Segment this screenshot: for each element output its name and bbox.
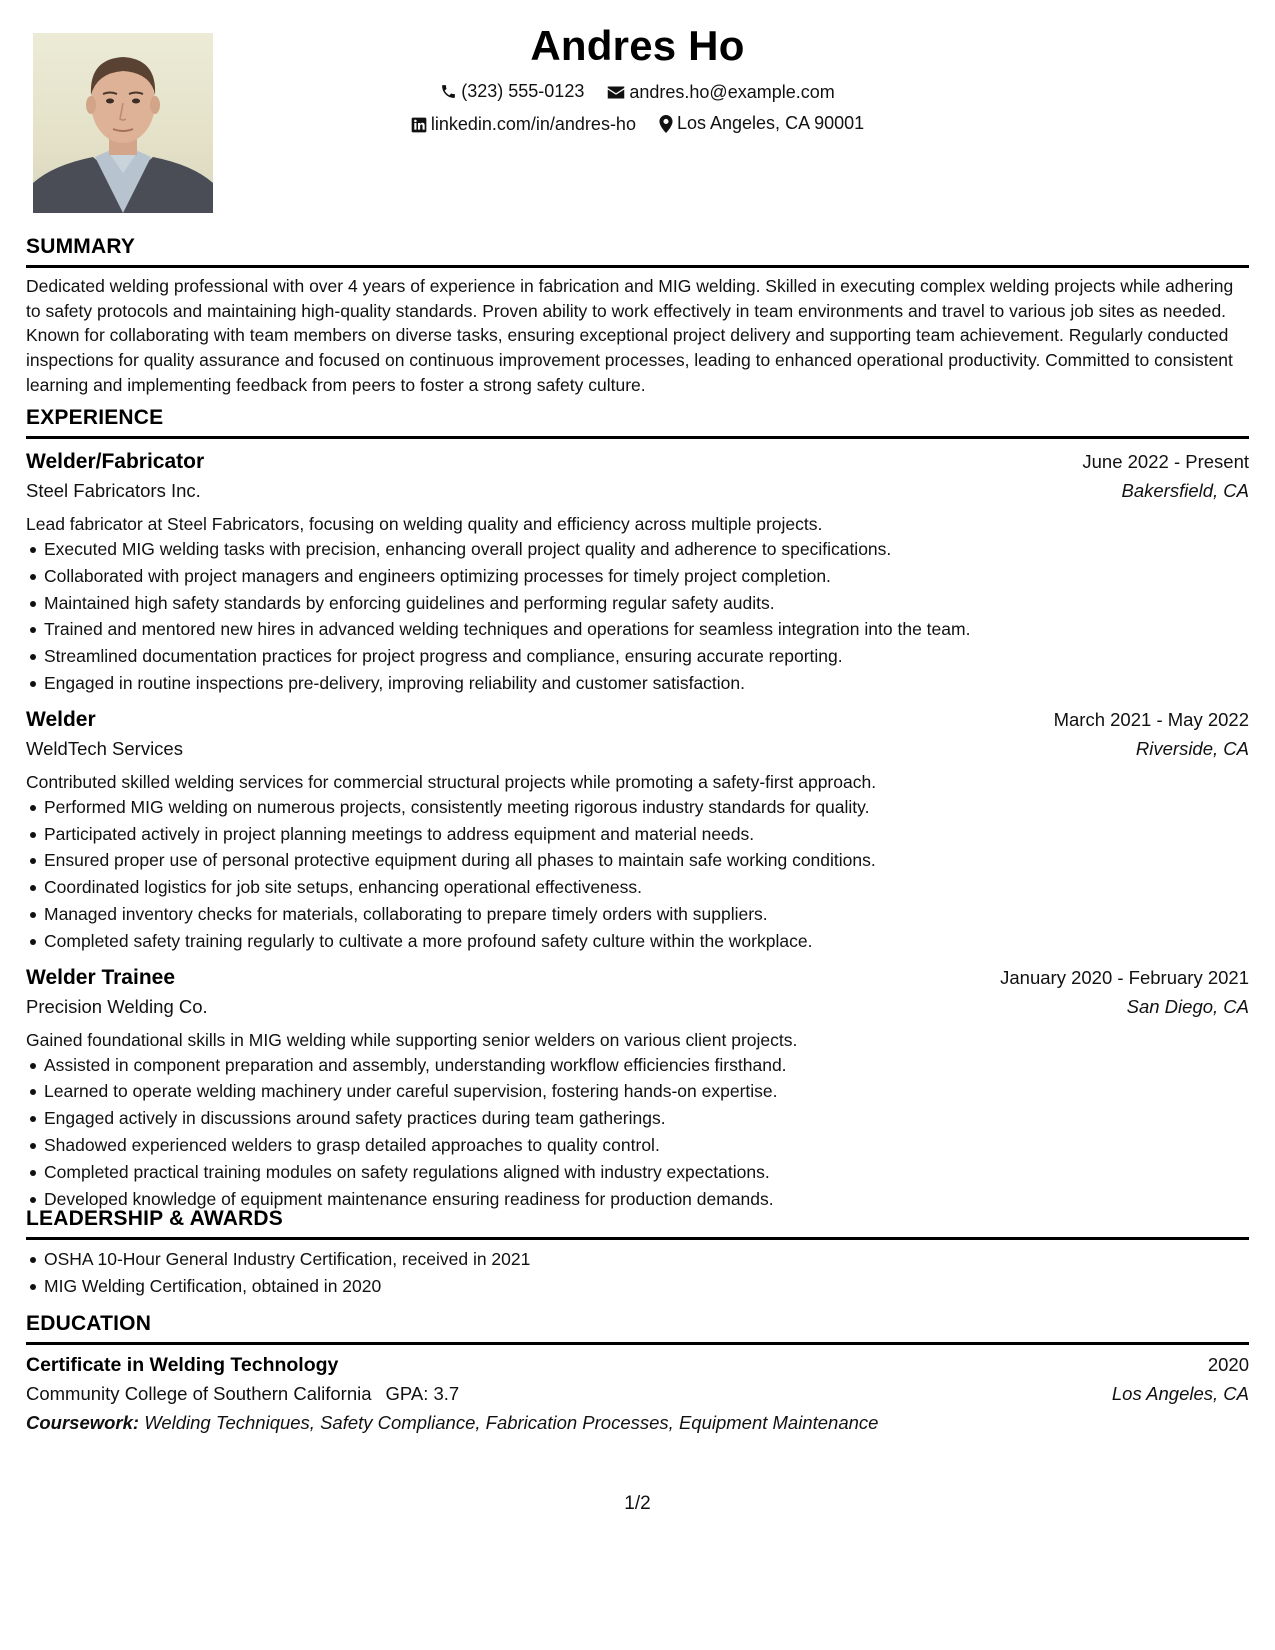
list-item: Coordinated logistics for job site setups, enhancing operational effectiveness.	[44, 874, 1249, 901]
experience-section	[26, 405, 1249, 1212]
list-item: Streamlined documentation practices for project progress and compliance, ensuring accurate reporting.	[44, 643, 1249, 670]
job-description: Contributed skilled welding services for commercial structural projects while promoting a safety-first approach.	[26, 771, 877, 792]
education-location: Los Angeles, CA	[1111, 1383, 1249, 1404]
education-heading: EDUCATION	[26, 1311, 1249, 1345]
contact-line-2	[0, 113, 1275, 138]
page-number: 1/2	[624, 1493, 651, 1514]
education-school: Community College of Southern California	[26, 1383, 372, 1404]
map-pin-icon	[659, 115, 673, 133]
coursework-text: Welding Techniques, Safety Compliance, Fabrication Processes, Equipment Maintenance	[144, 1412, 879, 1433]
job-dates: June 2022 - Present	[1082, 451, 1249, 472]
coursework-line	[26, 1409, 1249, 1437]
list-item: Executed MIG welding tasks with precision, enhancing overall project quality and adherence to specifications.	[44, 536, 1249, 563]
list-item: Completed safety training regularly to cultivate a more profound safety culture within the workplace.	[44, 928, 1249, 955]
job-entry	[26, 964, 1249, 1213]
job-title: Welder	[26, 707, 96, 731]
job-company: WeldTech Services	[26, 737, 183, 759]
job-bullets	[26, 536, 1249, 697]
job-location: Bakersfield, CA	[1121, 480, 1249, 501]
job-entry	[26, 448, 1249, 697]
linkedin-contact[interactable]	[411, 114, 636, 135]
email-text: andres.ho@example.com	[629, 82, 835, 102]
contact-line-1	[0, 81, 1275, 105]
coursework-label: Coursework:	[26, 1412, 140, 1433]
job-dates: March 2021 - May 2022	[1053, 708, 1249, 730]
awards-list	[26, 1246, 1249, 1300]
phone-text: (323) 555-0123	[461, 81, 585, 101]
job-entry	[26, 706, 1249, 955]
candidate-name: Andres Ho	[530, 22, 745, 69]
linkedin-text: linkedin.com/in/andres-ho	[430, 114, 636, 134]
job-title: Welder/Fabricator	[26, 450, 205, 473]
job-description: Lead fabricator at Steel Fabricators, focusing on welding quality and efficiency across multiple projects.	[26, 514, 823, 534]
email-contact[interactable]	[607, 82, 834, 103]
education-school-line	[26, 1379, 459, 1409]
education-gpa: GPA: 3.7	[385, 1383, 460, 1404]
list-item: Engaged actively in discussions around safety practices during team gatherings.	[44, 1105, 1249, 1132]
list-item: Developed knowledge of equipment maintenance ensuring readiness for production demands.	[44, 1186, 1249, 1213]
summary-heading: SUMMARY	[26, 234, 1249, 268]
list-item: Collaborated with project managers and engineers optimizing processes for timely project completion.	[44, 563, 1249, 590]
list-item: Learned to operate welding machinery under careful supervision, fostering hands-on expertise.	[44, 1078, 1249, 1105]
location-contact	[659, 113, 864, 134]
job-company: Precision Welding Co.	[26, 995, 208, 1017]
summary-text: Dedicated welding professional with over 4 years of experience in fabrication and MIG welding. Skilled in executing complex welding projects while adhering to safety protocols and maintaining high-quality standards. Proven ability to work effectively in team environments and travel to various job sites as needed. Known for collaborating with team members on diverse tasks, ensuring exceptional project delivery and supporting team achievement. Regularly conducted inspections for quality assurance and focused on continuous improvement processes, leading to enhanced operational productivity. Committed to consistent learning and implementing feedback from peers to foster a strong safety culture.	[26, 276, 1234, 395]
list-item: Completed practical training modules on safety regulations aligned with industry expectations.	[44, 1159, 1249, 1186]
list-item: Engaged in routine inspections pre-delivery, improving reliability and customer satisfaction.	[44, 670, 1249, 697]
awards-heading: LEADERSHIP & AWARDS	[26, 1206, 1249, 1240]
list-item: Performed MIG welding on numerous projects, consistently meeting rigorous industry standards for quality.	[44, 794, 1249, 821]
phone-contact[interactable]	[440, 81, 584, 102]
list-item: OSHA 10-Hour General Industry Certification, received in 2021	[44, 1246, 1249, 1273]
job-bullets	[26, 1052, 1249, 1213]
list-item: Shadowed experienced welders to grasp detailed approaches to quality control.	[44, 1132, 1249, 1159]
education-section	[26, 1311, 1249, 1437]
list-item: Assisted in component preparation and assembly, understanding workflow efficiencies firsthand.	[44, 1052, 1249, 1079]
location-text: Los Angeles, CA 90001	[676, 113, 865, 133]
list-item: MIG Welding Certification, obtained in 2020	[44, 1273, 1249, 1300]
summary-section	[26, 234, 1249, 398]
list-item: Trained and mentored new hires in advanced welding techniques and operations for seamless integration into the team.	[44, 616, 1249, 643]
awards-section	[26, 1206, 1249, 1300]
job-location: Riverside, CA	[1135, 737, 1249, 759]
job-description: Gained foundational skills in MIG welding while supporting senior welders on various client projects.	[26, 1029, 798, 1050]
job-bullets	[26, 794, 1249, 955]
job-location: San Diego, CA	[1126, 995, 1249, 1017]
list-item: Managed inventory checks for materials, collaborating to prepare timely orders with suppliers.	[44, 901, 1249, 928]
linkedin-icon	[411, 117, 427, 133]
phone-icon	[440, 83, 457, 100]
experience-heading: EXPERIENCE	[26, 405, 1249, 439]
list-item: Participated actively in project planning meetings to address equipment and material needs.	[44, 821, 1249, 848]
list-item: Ensured proper use of personal protective equipment during all phases to maintain safe working conditions.	[44, 847, 1249, 874]
job-dates: January 2020 - February 2021	[1000, 966, 1249, 988]
education-year: 2020	[1207, 1354, 1249, 1375]
job-company: Steel Fabricators Inc.	[26, 480, 201, 501]
education-degree: Certificate in Welding Technology	[26, 1354, 339, 1376]
job-title: Welder Trainee	[26, 965, 176, 989]
list-item: Maintained high safety standards by enforcing guidelines and performing regular safety audits.	[44, 590, 1249, 617]
envelope-icon	[607, 85, 625, 100]
